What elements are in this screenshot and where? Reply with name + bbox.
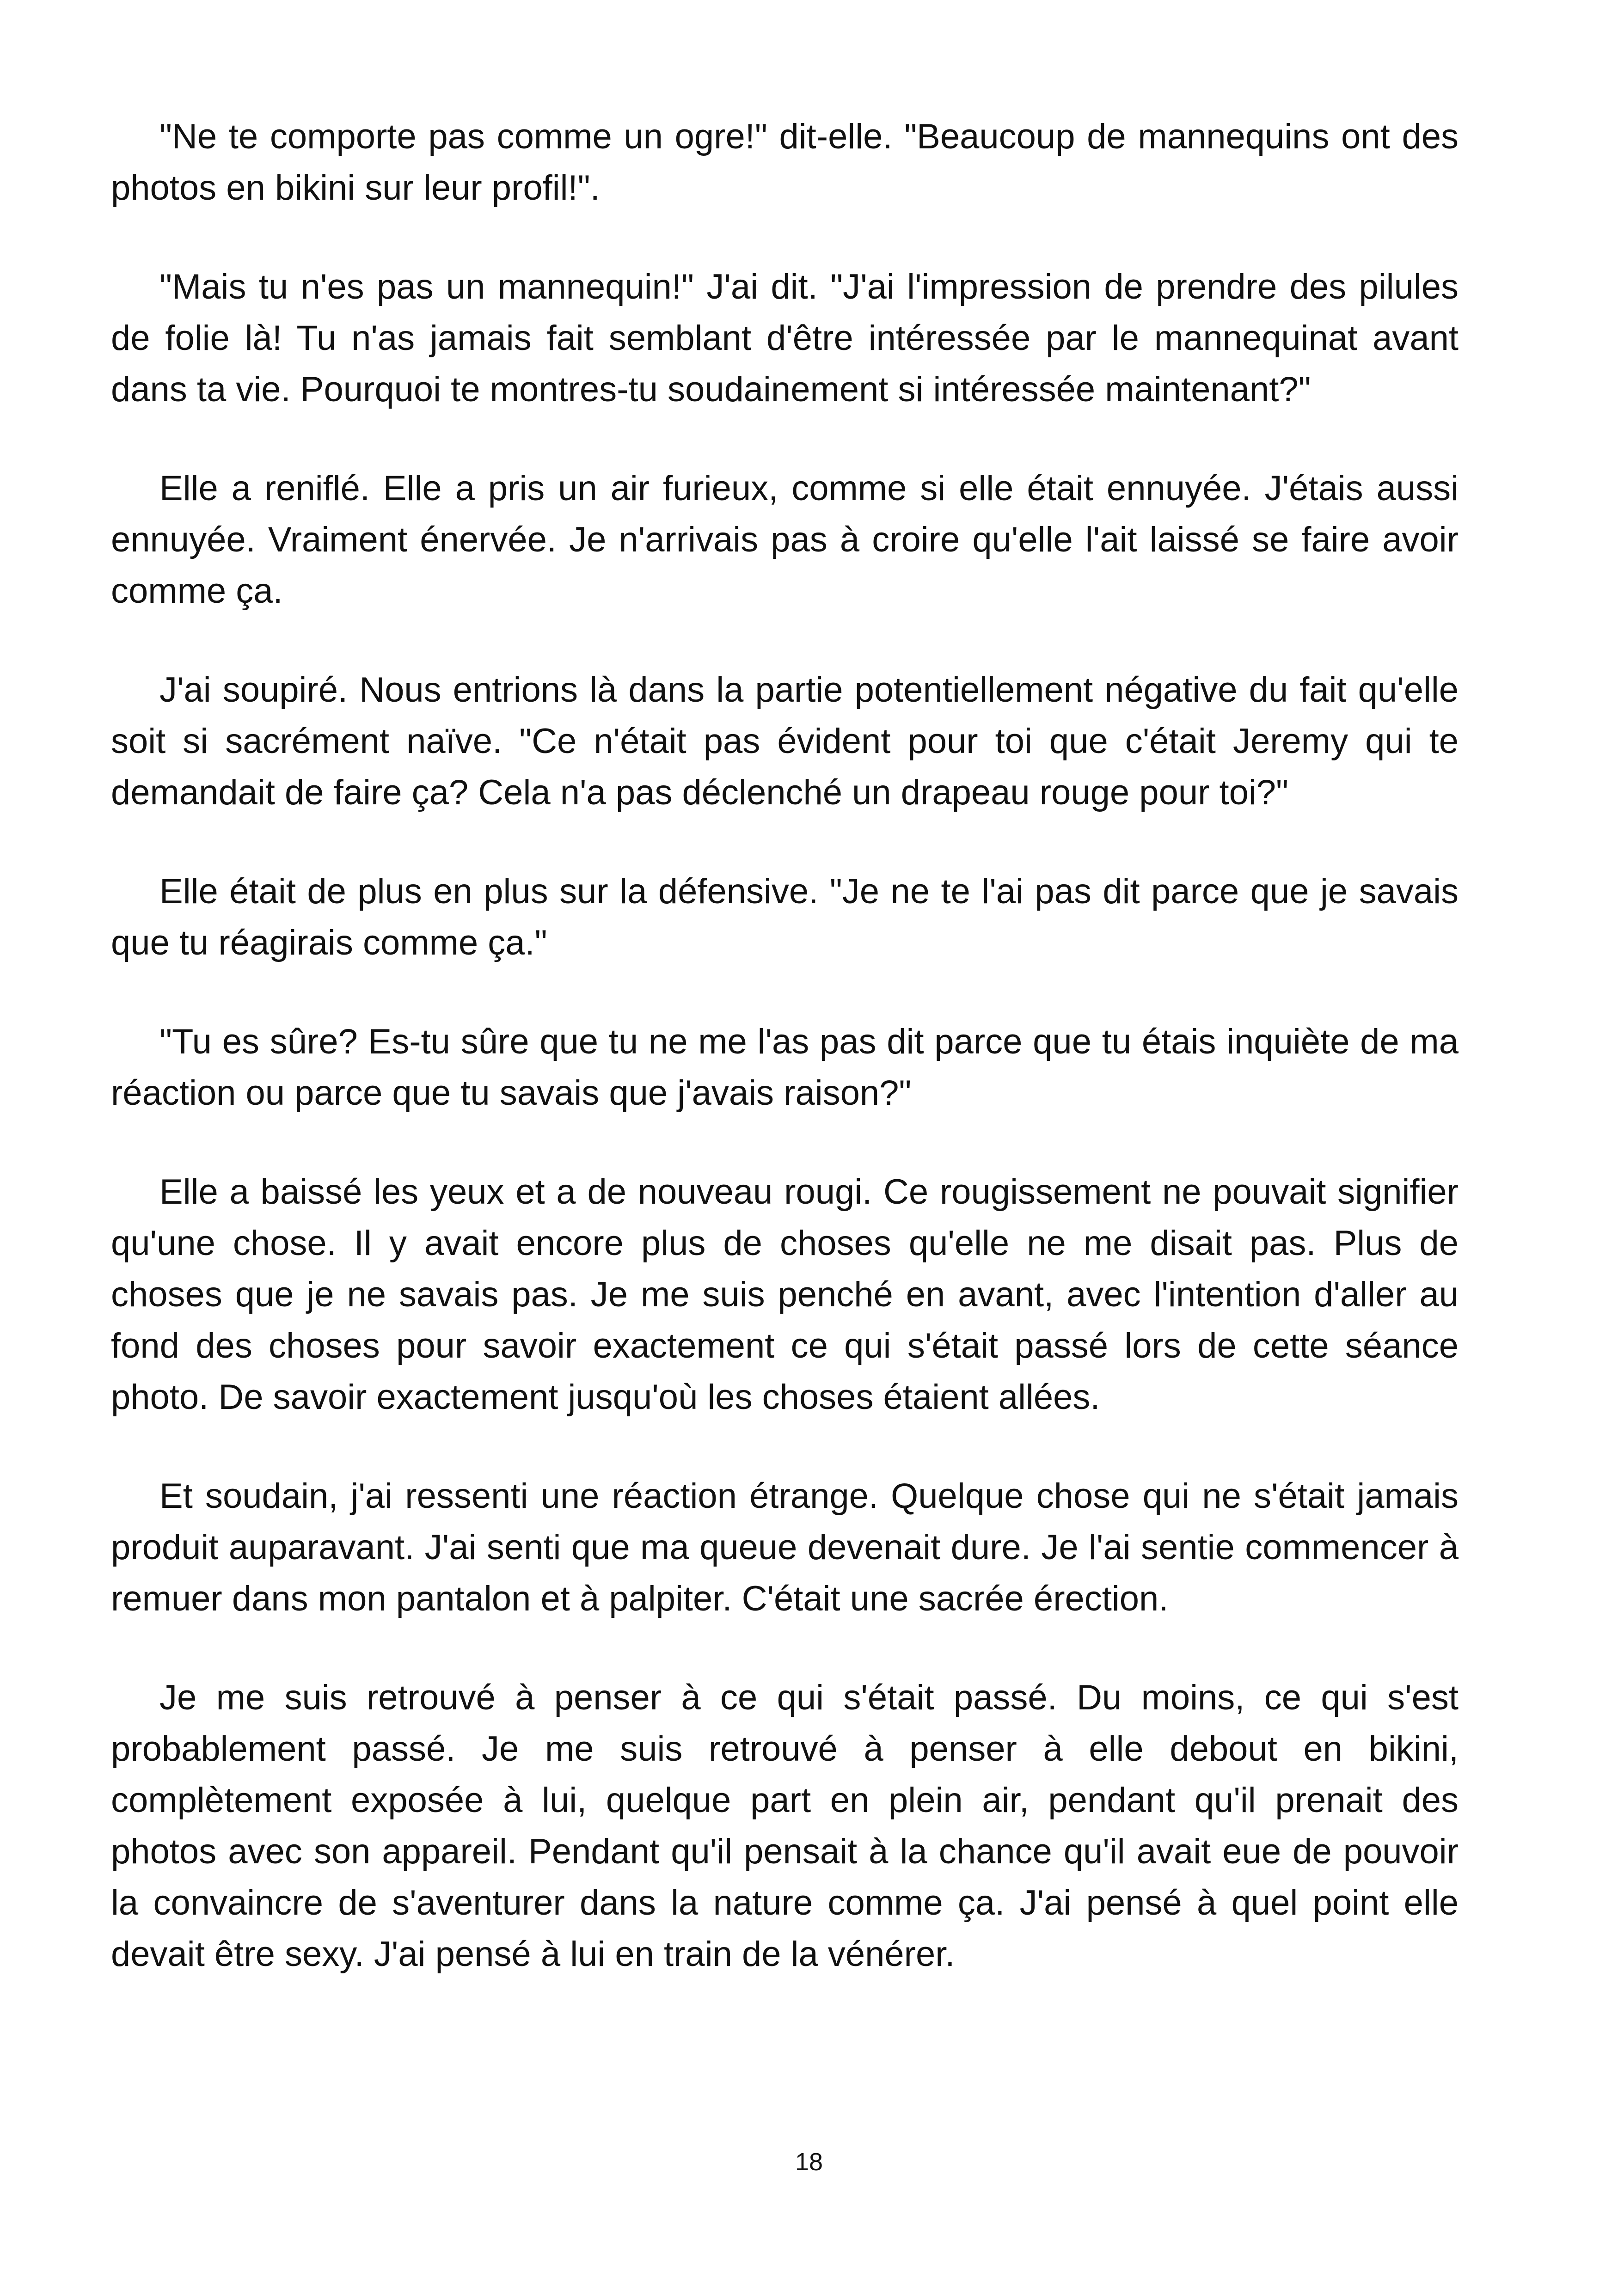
- paragraph: "Tu es sûre? Es-tu sûre que tu ne me l'as pas dit parce que tu étais inquiète de ma réaction ou parce que tu savais que j'avais raison?": [111, 1022, 1459, 1113]
- paragraph: "Mais tu n'es pas un mannequin!" J'ai dit. "J'ai l'impression de prendre des pilules de folie là! Tu n'as jamais fait semblant d'être intéressée par le mannequinat avant dans ta vie. Pourquoi te montres-tu soudainement si intéressée maintenant?": [111, 267, 1459, 409]
- paragraph: J'ai soupiré. Nous entrions là dans la partie potentiellement négative du fait qu'elle soit si sacrément naïve. "Ce n'était pas évident pour toi que c'était Jeremy qui te demandait de faire ça? Cela n'a pas déclenché un drapeau rouge pour toi?": [111, 670, 1459, 812]
- body-text: [111, 111, 1459, 1980]
- page-number: 18: [795, 2148, 823, 2176]
- paragraph: Elle a baissé les yeux et a de nouveau rougi. Ce rougissement ne pouvait signifier qu'une chose. Il y avait encore plus de choses qu'elle ne me disait pas. Plus de choses que je ne savais pas. Je me suis penché en avant, avec l'intention d'aller au fond des choses pour savoir exactement ce qui s'était passé lors de cette séance photo. De savoir exactement jusqu'où les choses étaient allées.: [111, 1172, 1459, 1417]
- paragraph: Et soudain, j'ai ressenti une réaction étrange. Quelque chose qui ne s'était jamais produit auparavant. J'ai senti que ma queue devenait dure. Je l'ai sentie commencer à remuer dans mon pantalon et à palpiter. C'était une sacrée érection.: [111, 1476, 1459, 1618]
- paragraph: Elle était de plus en plus sur la défensive. "Je ne te l'ai pas dit parce que je savais que tu réagirais comme ça.": [111, 872, 1459, 962]
- paragraph: "Ne te comporte pas comme un ogre!" dit-elle. "Beaucoup de mannequins ont des photos en bikini sur leur profil!".: [111, 117, 1459, 208]
- paragraph: Je me suis retrouvé à penser à ce qui s'était passé. Du moins, ce qui s'est probablement passé. Je me suis retrouvé à penser à elle debout en bikini, complètement exposée à lui, quelque part en plein air, pendant qu'il prenait des photos avec son appareil. Pendant qu'il pensait à la chance qu'il avait eue de pouvoir la convaincre de s'aventurer dans la nature comme ça. J'ai pensé à quel point elle devait être sexy. J'ai pensé à lui en train de la vénérer.: [111, 1678, 1459, 1974]
- paragraph: Elle a reniflé. Elle a pris un air furieux, comme si elle était ennuyée. J'étais aussi ennuyée. Vraiment énervée. Je n'arrivais pas à croire qu'elle l'ait laissé se faire avoir comme ça.: [111, 469, 1459, 611]
